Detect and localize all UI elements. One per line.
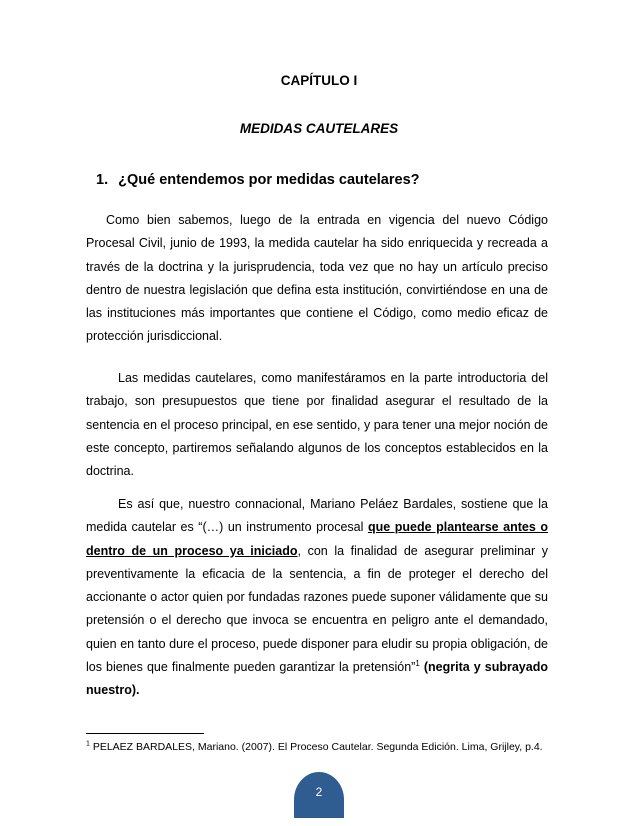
- paragraph-1-text: Como bien sabemos, luego de la entrada en vigencia del nuevo Código Procesal Civil, junio de 1993, la medida cautelar ha sido enriquecida y recreada a través de la doctrina y la jurisprudencia, toda vez que no hay un artículo preciso dentro de nuestra legislación que defina esta institución, convirtiéndose en una de las instituciones más importantes que contiene el Código, como medio eficaz de protección jurisdiccional.: [86, 213, 548, 344]
- footnote-reference: 1: [415, 658, 420, 668]
- paragraph-2-text: Las medidas cautelares, como manifestáramos en la parte introductoria del trabajo, son presupuestos que tiene por finalidad asegurar el resultado de la sentencia en el proceso principal, en ese sentido, y para tener una mejor noción de este concepto, partiremos señalando algunos de los conceptos establecidos en la doctrina.: [86, 371, 548, 479]
- page-number-badge: [294, 772, 344, 818]
- chapter-subtitle: MEDIDAS CAUTELARES: [239, 121, 399, 136]
- paragraph-2: [86, 367, 548, 483]
- section-title: ¿Qué entendemos por medidas cautelares?: [118, 172, 420, 188]
- section-number: 1.: [96, 172, 109, 188]
- paragraph-3-bold-note: (negrita y subrayado nuestro).: [86, 660, 548, 698]
- section-heading: [96, 172, 420, 188]
- footnote-divider: [86, 733, 204, 734]
- footnote-number: 1: [86, 740, 90, 748]
- footnote-text: PELAEZ BARDALES, Mariano. (2007). El Proceso Cautelar. Segunda Edición. Lima, Grijley, p.4.: [92, 741, 543, 753]
- footnote: [86, 741, 556, 753]
- paragraph-3-text-after: , con la finalidad de asegurar preliminar y preventivamente la eficacia de la sentencia, a fin de proteger el derecho del accionante o actor quien por fundadas razones puede suponer válidamente que su pretensión o el derecho que invoca se encuentra en peligro ante el demandado, quien en tanto dure el proceso, puede disponer para eludir su propia obligación, de los bienes que finalmente pueden garantizar la pretensión”: [86, 543, 548, 675]
- paragraph-3: [86, 493, 548, 703]
- page-number: 2: [315, 785, 323, 799]
- chapter-title: CAPÍTULO I: [280, 73, 358, 88]
- paragraph-3-underlined: que puede plantearse antes o dentro de un proceso ya iniciado: [86, 520, 548, 558]
- paragraph-3-text-before: Es así que, nuestro connacional, Mariano Peláez Bardales, sostiene que la medida cautelar es “(…) un instrumento procesal: [86, 497, 548, 535]
- paragraph-1: [86, 209, 548, 349]
